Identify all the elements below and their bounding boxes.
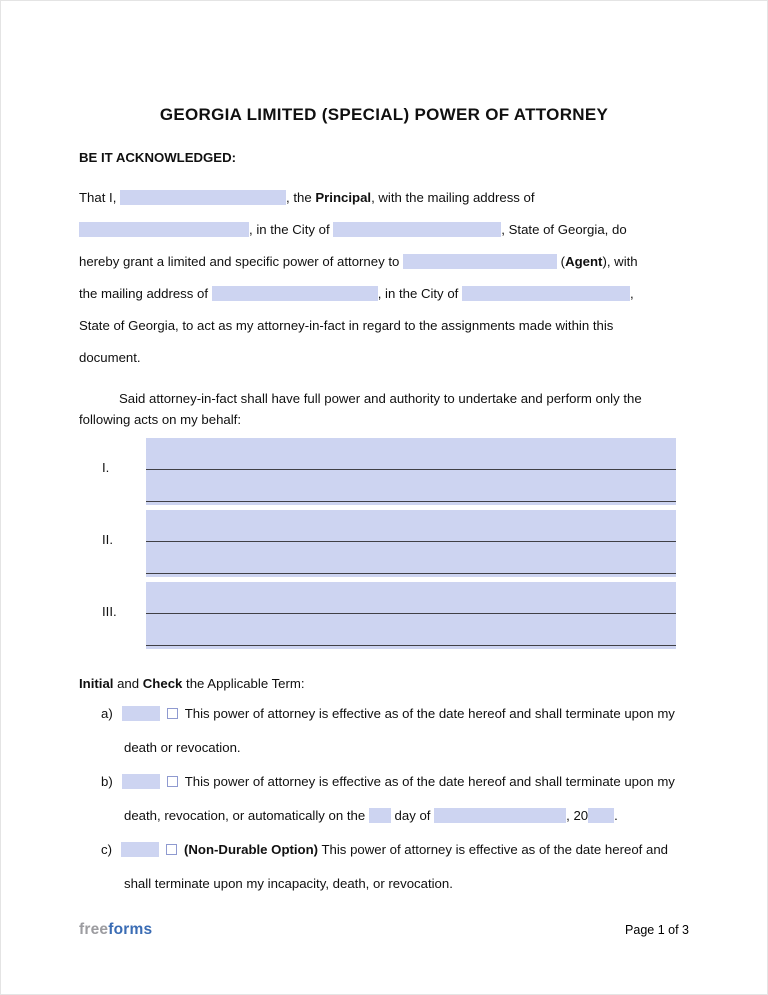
term-b-checkbox[interactable] <box>167 776 178 787</box>
intro-line-2 <box>79 214 689 246</box>
term-a <box>79 697 689 765</box>
intro-text: the mailing address of <box>79 286 212 301</box>
intro-text: document. <box>79 350 141 365</box>
logo-forms-text: forms <box>108 921 153 938</box>
principal-name-field[interactable] <box>120 190 286 205</box>
intro-line-1 <box>79 182 689 214</box>
intro-paragraph <box>79 182 689 374</box>
power-label-3: III. <box>102 604 117 619</box>
intro-text: ( <box>557 254 566 269</box>
principal-address-field[interactable] <box>79 222 249 237</box>
intro-text: , with the mailing address of <box>371 190 535 205</box>
initial-bold: Initial <box>79 676 114 691</box>
power-item-2 <box>79 510 689 577</box>
term-c-label: c) <box>101 842 112 857</box>
authority-paragraph: Said attorney-in-fact shall have full power and authority to undertake and perform only the following acts on my behalf: <box>79 391 642 427</box>
term-b-month-field[interactable] <box>434 808 566 823</box>
power-2-line-1[interactable] <box>146 510 676 542</box>
intro-text: , <box>629 286 634 301</box>
intro-text: hereby grant a limited and specific power of attorney to <box>79 254 404 269</box>
intro-text: State of Georgia, to act as my attorney-in-fact in regard to the assignments made within this <box>79 318 614 333</box>
power-entry-area-1[interactable] <box>146 438 676 505</box>
term-c-checkbox[interactable] <box>166 844 177 855</box>
page-number: Page 1 of 3 <box>625 923 689 937</box>
term-b-label: b) <box>101 774 113 789</box>
power-1-line-1[interactable] <box>146 438 676 470</box>
intro-line-6 <box>79 342 689 374</box>
power-3-line-2[interactable] <box>146 614 676 646</box>
intro-text: ), with <box>602 254 638 269</box>
freeforms-logo <box>79 921 152 939</box>
agent-name-field[interactable] <box>403 254 557 269</box>
power-entry-area-2[interactable] <box>146 510 676 577</box>
power-label-2: II. <box>102 532 113 547</box>
term-b-text: , 20 <box>566 808 589 823</box>
term-c-text: This power of attorney is effective as of the date hereof and shall terminate upon my incapacity, death, or revocation. <box>124 842 668 891</box>
term-a-initials-field[interactable] <box>122 706 160 721</box>
principal-bold-label: Principal <box>315 190 372 205</box>
acknowledged-heading: BE IT ACKNOWLEDGED: <box>79 150 237 165</box>
term-b <box>79 765 689 833</box>
intro-line-5 <box>79 310 689 342</box>
terms-instruction <box>79 675 689 692</box>
intro-line-4 <box>79 278 689 310</box>
power-label-1: I. <box>102 460 110 475</box>
intro-text: , in the City of <box>249 222 334 237</box>
check-bold: Check <box>142 676 183 691</box>
power-2-line-2[interactable] <box>146 542 676 574</box>
power-1-line-2[interactable] <box>146 470 676 502</box>
terms-instruction-text: and <box>113 676 143 691</box>
term-b-year-field[interactable] <box>588 808 614 823</box>
agent-address-field[interactable] <box>212 286 378 301</box>
power-3-line-1[interactable] <box>146 582 676 614</box>
intro-line-3 <box>79 246 689 278</box>
term-b-text: . <box>614 808 618 823</box>
document-content <box>1 1 767 901</box>
power-item-3 <box>79 582 689 649</box>
term-c-initials-field[interactable] <box>121 842 159 857</box>
page-footer <box>79 921 689 939</box>
term-b-day-field[interactable] <box>369 808 391 823</box>
term-a-label: a) <box>101 706 113 721</box>
term-a-checkbox[interactable] <box>167 708 178 719</box>
terms-instruction-text: the Applicable Term: <box>182 676 305 691</box>
intro-text: , State of Georgia, do <box>501 222 627 237</box>
term-b-initials-field[interactable] <box>122 774 160 789</box>
agent-city-field[interactable] <box>462 286 630 301</box>
term-a-text: This power of attorney is effective as of the date hereof and shall terminate upon my death or revocation. <box>124 706 675 755</box>
agent-bold-label: Agent <box>565 254 603 269</box>
term-c <box>79 833 689 901</box>
intro-text: , the <box>286 190 316 205</box>
power-entry-area-3[interactable] <box>146 582 676 649</box>
term-b-text: day of <box>390 808 435 823</box>
intro-text: , in the City of <box>377 286 462 301</box>
power-item-1 <box>79 438 689 505</box>
intro-text: That I, <box>79 190 121 205</box>
terms-list <box>79 697 689 901</box>
term-b-text: This power of attorney is effective as of the date hereof and shall terminate upon my death, revocation, or automatically on the <box>124 774 675 823</box>
principal-city-field[interactable] <box>333 222 501 237</box>
logo-free-text: free <box>79 921 109 938</box>
non-durable-bold: (Non-Durable Option) <box>184 842 319 857</box>
page-title: GEORGIA LIMITED (SPECIAL) POWER OF ATTORNEY <box>159 105 609 124</box>
powers-list <box>79 438 689 649</box>
